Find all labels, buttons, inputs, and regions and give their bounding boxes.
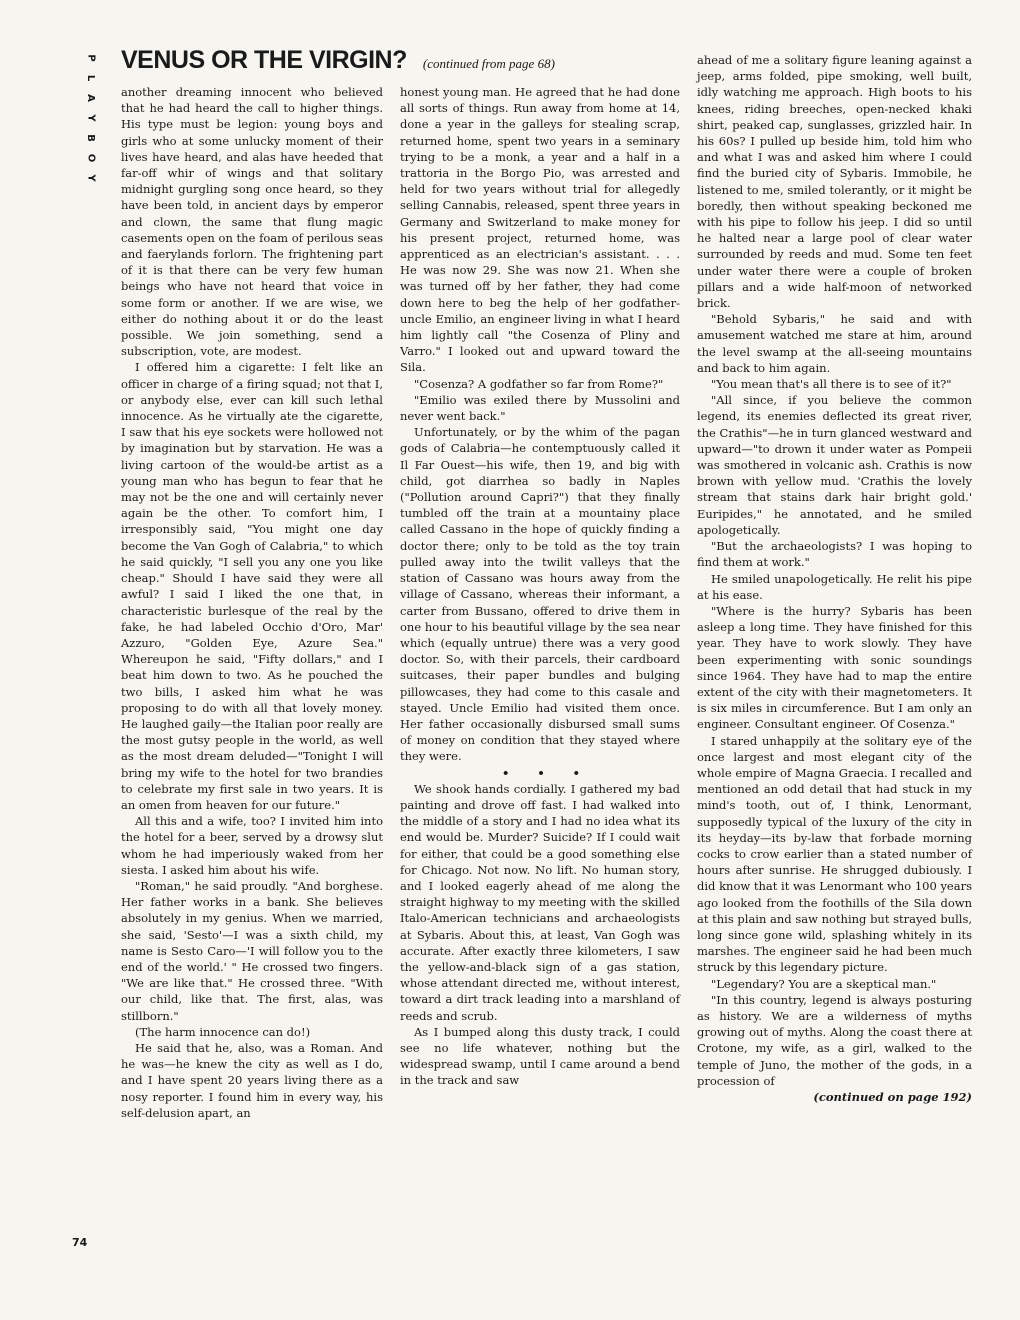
magazine-letter: L (85, 74, 97, 82)
paragraph: "You mean that's all there is to see of it?" (711, 377, 952, 392)
paragraph: "Where is the hurry? Sybaris has been asleep a long time. They have finished for this year. They have to work slowly. They have been experimenting with sonic soundings since 1964. They have had to map the entire extent of the city with their magnetometers. It is six miles in circumference. But I am only an engineer. Consultant engineer. Of Cosenza." (697, 603, 972, 732)
paragraph: honest young man. He agreed that he had done all sorts of things. Run away from home at 14, done a year in the galleys for stealing scrap, returned home, spent two years in a seminary trying to be a monk, a year and a half in a trattoria in the Borgo Pio, was arrested and held for two years without trial for allegedly selling Cannabis, released, spent three years in Germany and Switzerland to make money for his present project, returned home, was apprenticed as an electrician's assistant. . . . He was now 29. She was now 21. When she was turned off by her father, they had come down here to beg the help of her godfather-uncle Emilio, an engineer living in what I heard him lightly call "the Cosenza of Pliny and Varro." I looked out and upward toward the Sila. (400, 85, 680, 375)
continued-from-note: (continued from page 68) (422, 56, 555, 71)
paragraph: He said that he, also, was a Roman. And he was—he knew the city as well as I do, and I have spent 20 years living there as a nosy reporter. I found him in every way, his self-delusion apart, an (121, 1040, 383, 1120)
text-column-1 (121, 84, 383, 1121)
magazine-letter: B (85, 134, 97, 142)
magazine-letter: O (85, 153, 97, 163)
paragraph: "Emilio was exiled there by Mussolini and never went back." (400, 392, 680, 424)
paragraph: All this and a wife, too? I invited him into the hotel for a beer, served by a drowsy slut whom he had imperiously waked from her siesta. I asked him about his wife. (121, 814, 383, 877)
paragraph: "But the archaeologists? I was hoping to find them at work." (697, 539, 972, 570)
magazine-letter: A (85, 94, 97, 102)
continued-on-note: (continued on page 192) (813, 1090, 972, 1104)
magazine-name-vertical (86, 48, 95, 188)
paragraph: I stared unhappily at the solitary eye of the once largest and most elegant city of the whole empire of Magna Graecia. I recalled and mentioned an odd detail that had stuck in my mind's tooth, out of, I think, Lenormant, supposedly typical of the luxury of the city in its heyday—its by-law that forbade morning cocks to crow earlier than a stated number of hours after sunrise. He shrugged dubiously. I did know that it was Lenormant who 100 years ago looked from the foothills of the Sila down at this plain and saw nothing but strayed bulls, long since gone wild, splashing whitely in its marshes. The engineer said he had been much struck by this legendary picture. (697, 733, 973, 975)
paragraph: "Legendary? You are a skeptical man." (711, 976, 937, 991)
paragraph: I offered him a cigarette: I felt like an officer in charge of a firing squad; not that I, or anybody else, ever can kill such lethal innocence. As he virtually ate the cigarette, I saw that his eye sockets were hollowed not by imagination but by starvation. He was a living cartoon of the would-be artist as a young man who has begun to fear that he may not be the one and will certainly never again be the other. To comfort him, I irresponsibly said, "You might one day become the Van Gogh of Calabria," to which he said quickly, "I sell you any one you like cheap." Should I have said they were all awful? I said I liked the one that, in characteristic burlesque of the real by the fake, he had labeled Occhio d'Oro, Mar' Azzuro, "Golden Eye, Azure Sea." Whereupon he said, "Fifty dollars," and I beat him down to two. As he pouched the two bills, I asked him what he was proposing to do with all that lovely money. He laughed gaily—the Italian poor really are the most gutsy people in the world, as well as the most dream deluded—"Tonight I will bring my wife to the hotel for two brandies to celebrate my first sale in two years. It is an omen from heaven for our future." (121, 360, 383, 812)
text-column-2 (400, 84, 680, 1089)
page-number: 74 (72, 1236, 88, 1249)
section-break: • • • (501, 765, 593, 780)
article-headline: VENUS OR THE VIRGIN? (121, 46, 407, 74)
paragraph: "Roman," he said proudly. "And borghese. Her father works in a bank. She believes absolutely in my genius. When we married, she said, 'Sesto'—I was a sixth child, my name is Sesto Caro—'I will follow you to the end of the world.' " He crossed two fingers. "We are like that." He crossed three. "With our child, like that. The first, alas, was stillborn." (121, 878, 383, 1023)
headline-row (121, 46, 555, 75)
magazine-letter: Y (85, 174, 97, 182)
paragraph: We shook hands cordially. I gathered my bad painting and drove off fast. I had walked into the middle of a story and I had no idea what its end would be. Murder? Suicide? If I could wait for either, that could be a good something else for Chicago. Not now. No lift. No human story, and I looked eagerly ahead of me along the straight highway to my meeting with the skilled Italo-American technicians and archaeologists at Sybaris. About this, at least, Van Gogh was accurate. After exactly three kilometers, I saw the yellow-and-black sign of a gas station, whose attendant directed me, without interest, toward a dirt track leading into a marshland of reeds and scrub. (400, 781, 680, 1023)
paragraph: As I bumped along this dusty track, I could see no life whatever, nothing but the widespread swamp, until I came around a bend in the track and saw (400, 1024, 680, 1088)
paragraph: (The harm innocence can do!) (135, 1024, 311, 1039)
paragraph: "All since, if you believe the common legend, its enemies deflected its great river, the Crathis"—he in turn glanced westward and upward—"to drown it under water as Pompeii was smothered in volcanic ash. Crathis is now brown with yellow mud. 'Crathis the lovely stream that stains dark hair bright gold.' Euripides," he annotated, and he smiled apologetically. (697, 393, 972, 537)
paragraph: "Cosenza? A godfather so far from Rome?" (414, 376, 664, 391)
paragraph: Unfortunately, or by the whim of the pagan gods of Calabria—he contemptuously called it Il Far Ouest—his wife, then 19, and big with child, got diarrhea so badly in Naples ("Pollution around Capri?") that they finally tumbled off the train at a mountainy place called Cassano in the hope of quickly finding a doctor there; only to be told as the toy train pulled away into the twilit valleys that the station of Cassano was hours away from the village of Cassano, whereas their informant, a carter from Bussano, offered to drive them in one hour to his beautiful village by the sea near which (equally untrue) there was a very good doctor. So, with their parcels, their cardboard suitcases, their paper bundles and bulging pillowcases, they had come to this casale and stayed. Uncle Emilio had visited them once. Her father occasionally disbursed small sums of money on condition that they stayed where they were. (400, 425, 680, 764)
paragraph: "Behold Sybaris," he said and with amusement watched me stare at him, around the level swamp at the all-seeing mountains and back to him again. (697, 312, 972, 375)
paragraph: "In this country, legend is always posturing as history. We are a wilderness of myths growing out of myths. Along the coast there at Crotone, my wife, as a girl, walked to the temple of Juno, the mother of the gods, in a procession of (697, 992, 972, 1088)
magazine-letter: P (85, 54, 97, 62)
paragraph: another dreaming innocent who believed that he had heard the call to higher things. His type must be legion: young boys and girls who at some unlucky moment of their lives have heard, and alas have heeded that far-off whir of wings and that solitary midnight gurgling song once heard, so they have been told, in ancient days by emperor and clown, the same that flung magic casements open on the foam of perilous seas and faerylands forlorn. The frightening part of it is that there can be very few human beings who have not heard that voice in some form or another. If we are wise, we either do nothing about it or do the least possible. We join something, send a subscription, vote, are modest. (121, 85, 383, 359)
text-column-3 (697, 52, 972, 1105)
paragraph: ahead of me a solitary figure leaning against a jeep, arms folded, pipe smoking, well built, idly watching me approach. High boots to his knees, riding breeches, open-necked khaki shirt, peaked cap, sunglasses, grizzled hair. In his 60s? I pulled up beside him, told him who and what I was and asked him where I could find the buried city of Sybaris. Immobile, he listened to me, smiled tolerantly, or it might be boredly, then without speaking beckoned me with his pipe to follow his jeep. I did so until he halted near a large pool of clear water surrounded by reeds and mud. Some ten feet under water there were a couple of broken pillars and a wide half-moon of networked brick. (697, 53, 972, 311)
magazine-letter: Y (85, 114, 97, 122)
paragraph: He smiled unapologetically. He relit his pipe at his ease. (697, 571, 972, 602)
